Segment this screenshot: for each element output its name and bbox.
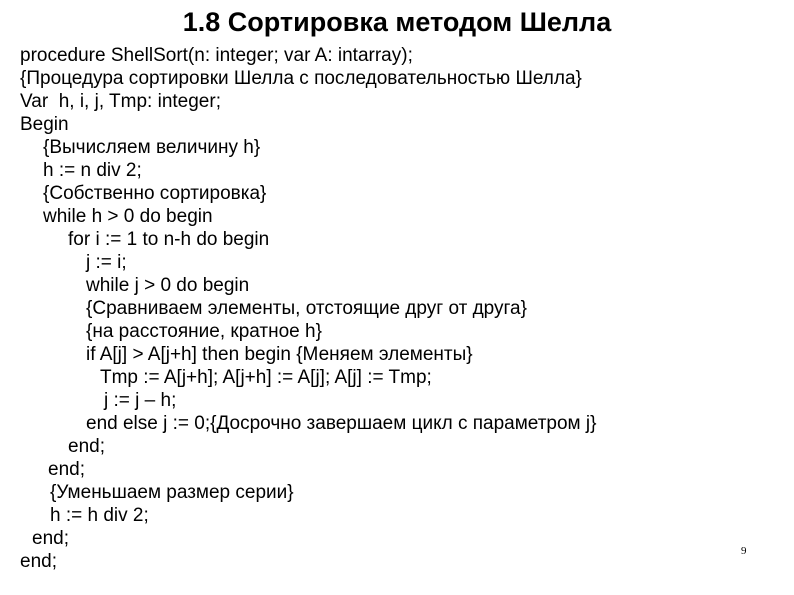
page-number: 9 bbox=[741, 545, 747, 557]
code-line: end else j := 0;{Досрочно завершаем цикл с параметром j} bbox=[86, 413, 597, 434]
code-line: Var h, i, j, Tmp: integer; bbox=[20, 91, 221, 112]
code-line: j := j – h; bbox=[104, 390, 177, 411]
code-line: {Вычисляем величину h} bbox=[43, 137, 261, 158]
code-line: for i := 1 to n-h do begin bbox=[68, 229, 270, 250]
code-line: Tmp := A[j+h]; A[j+h] := A[j]; A[j] := Tmp; bbox=[100, 367, 432, 388]
code-line: h := h div 2; bbox=[50, 505, 149, 526]
code-line: h := n div 2; bbox=[43, 160, 142, 181]
code-line: {Процедура сортировки Шелла с последовательностью Шелла} bbox=[20, 68, 582, 89]
code-line: end; bbox=[68, 436, 105, 457]
code-line: {Сравниваем элементы, отстоящие друг от друга} bbox=[86, 298, 527, 319]
code-line: j := i; bbox=[86, 252, 127, 273]
code-line: {Уменьшаем размер серии} bbox=[50, 482, 294, 503]
code-line: if A[j] > A[j+h] then begin {Меняем элементы} bbox=[86, 344, 473, 365]
code-line: {Собственно сортировка} bbox=[43, 183, 267, 204]
code-line: while h > 0 do begin bbox=[43, 206, 213, 227]
code-line: while j > 0 do begin bbox=[86, 275, 250, 296]
code-line: Begin bbox=[20, 114, 69, 135]
code-line: end; bbox=[48, 459, 85, 480]
code-line: end; bbox=[20, 551, 57, 572]
code-line: {на расстояние, кратное h} bbox=[86, 321, 322, 342]
code-line: end; bbox=[32, 528, 69, 549]
slide-title: 1.8 Сортировка методом Шелла bbox=[182, 7, 612, 37]
code-line: procedure ShellSort(n: integer; var A: intarray); bbox=[20, 45, 413, 66]
